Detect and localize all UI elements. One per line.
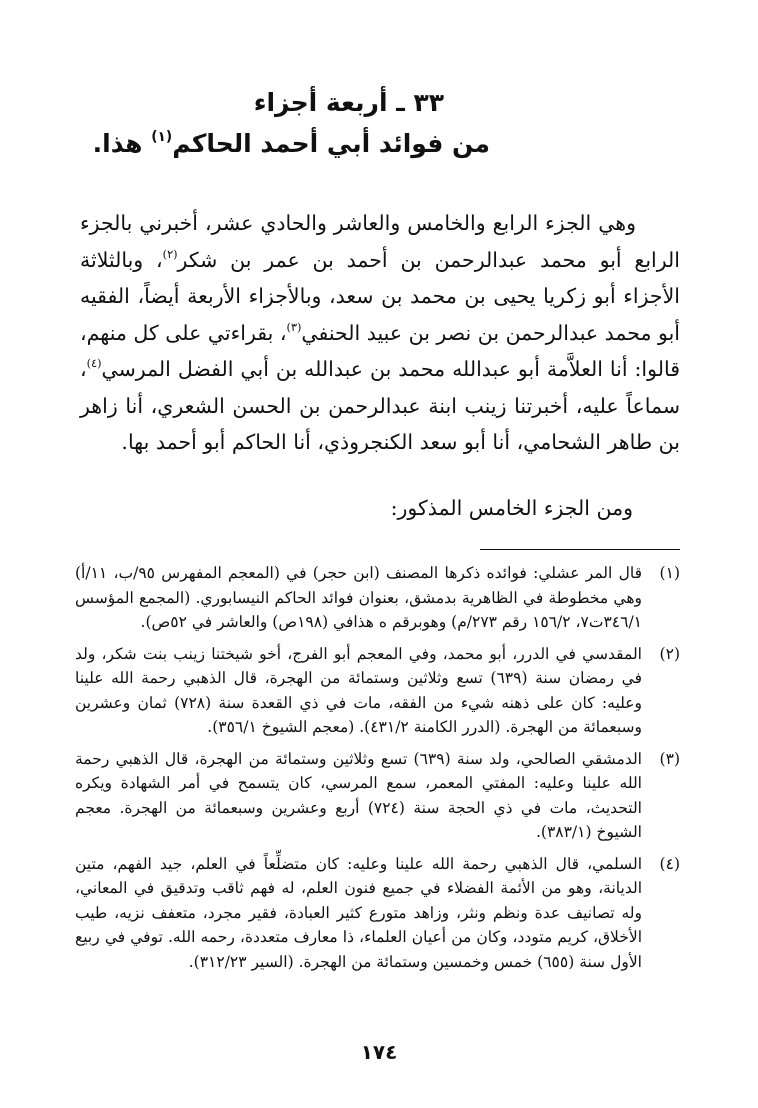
footnote-ref: (١) [151, 129, 173, 145]
footnote-number: (٤) [659, 854, 680, 873]
footnote-number: (١) [659, 564, 680, 582]
body-segment: وهي الجزء الرابع والخامس والعاشر والحادي عشر، أخبرني بالجزء الرابع أبو محمد عبدالرحمن بن أحمد بن عمر بن شكر [80, 211, 680, 272]
footnote-separator [480, 549, 680, 550]
chapter-heading [70, 82, 490, 164]
heading-title: ٣٣ ـ أربعة أجزاء [253, 88, 444, 117]
footnote-text: قال المر عشلي: فوائده ذكرها المصنف (ابن حجر) في (المعجم المفهرس ٩٥/ب، ١١/أ) وهي مخطوطة في الظاهرية بدمشق، بعنوان فوائد الحاكم النيسابوري. (المجمع المؤسس ٣٤٦/١ت٧، ١٥٦/٢ رقم ٢٧٣/م) وهوبرقم ه هذافي (١٩٨ص) والعاشر في ٥٢ص). [75, 564, 642, 631]
body-segment: ، بقراءتي على كل منهم، قالوا: أنا العلاَّمة أبو عبدالله محمد بن عبدالله بن أبي الفضل المرسي [80, 320, 680, 381]
footnote-ref: (٢) [162, 247, 178, 261]
footnote-ref: (٣) [286, 320, 302, 334]
footnote-number: (٣) [659, 749, 680, 768]
footnote-text: الدمشقي الصالحي، ولد سنة (٦٣٩) تسع وثلاثين وستمائة من الهجرة، قال الذهبي رحمة الله علينا وعليه: المفتي المعمر، سمع المرسي، كان يتسمح في أمر الشهادة ويكره التحديث، مات في ذي الحجة سنة (٧٢٤) أربع وعشرين وسبعمائة من الهجرة. معجم الشيوخ (٣٨٣/١). [75, 749, 642, 841]
main-paragraph [80, 205, 680, 461]
footnotes [75, 561, 680, 981]
footnote-number: (٢) [659, 644, 680, 663]
footnote [75, 747, 680, 845]
footnote [75, 642, 680, 740]
footnote-ref: (٤) [86, 356, 102, 370]
heading-subtitle-text: من فوائد أبي أحمد الحاكم [172, 129, 490, 158]
paragraph [80, 205, 680, 461]
heading-subtitle-end: هذا. [92, 129, 152, 158]
footnote [75, 852, 680, 975]
page-number: ١٧٤ [360, 1040, 398, 1064]
body-segment: ، وبالثلاثة الأجزاء أبو زكريا يحيى بن محمد بن سعد، وبالأجزاء الأربعة أيضاً، الفقيه أبو محمد عبدالرحمن بن نصر بن عبيد الحنفي [80, 247, 680, 345]
footnote-text: السلمي، قال الذهبي رحمة الله علينا وعليه: كان متضلِّعاً في العلم، جيد الفهم، متين الديانة، وهو من الأئمة الفضلاء في جميع فنون العلم، له فهم ثاقب وتدقيق في المعاني، وله تصانيف عدة ونظم ونثر، وزاهد متورع كثير العبادة، فقير مجرد، متعفف نزيه، طيب الأخلاق، كريم متودد، وكان من أعيان العلماء، ذا معارف متعددة، رحمه الله. توفي في ربيع الأول سنة (٦٥٥) خمس وخمسين وستمائة من الهجرة. (السير ٣١٢/٢٣). [75, 854, 642, 971]
body-segment: ، سماعاً عليه، أخبرتنا زينب ابنة عبدالرحمن بن الحسن الشعري، أنا زاهر بن طاهر الشحامي، أنا أبو سعد الكنجروذي، أنا الحاكم أبو أحمد بها. [80, 357, 680, 454]
heading-subtitle [70, 124, 490, 164]
section-intro: ومن الجزء الخامس المذكور: [390, 496, 633, 520]
footnote [75, 561, 680, 635]
footnote-text: المقدسي في الدرر، أبو محمد، وفي المعجم أبو الفرج، أخو شيختنا زينب بنت شكر، ولد في رمضان سنة (٦٣٩) تسع وثلاثين وستمائة من الهجرة، قال الذهبي رحمة الله علينا وعليه: كان على ذهنه شيء من الفقه، مات في ذي القعدة سنة (٧٢٨) ثمان وعشرين وسبعمائة من الهجرة. (الدرر الكامنة ٤٣١/٢). (معجم الشيوخ ٣٥٦/١). [75, 644, 642, 736]
